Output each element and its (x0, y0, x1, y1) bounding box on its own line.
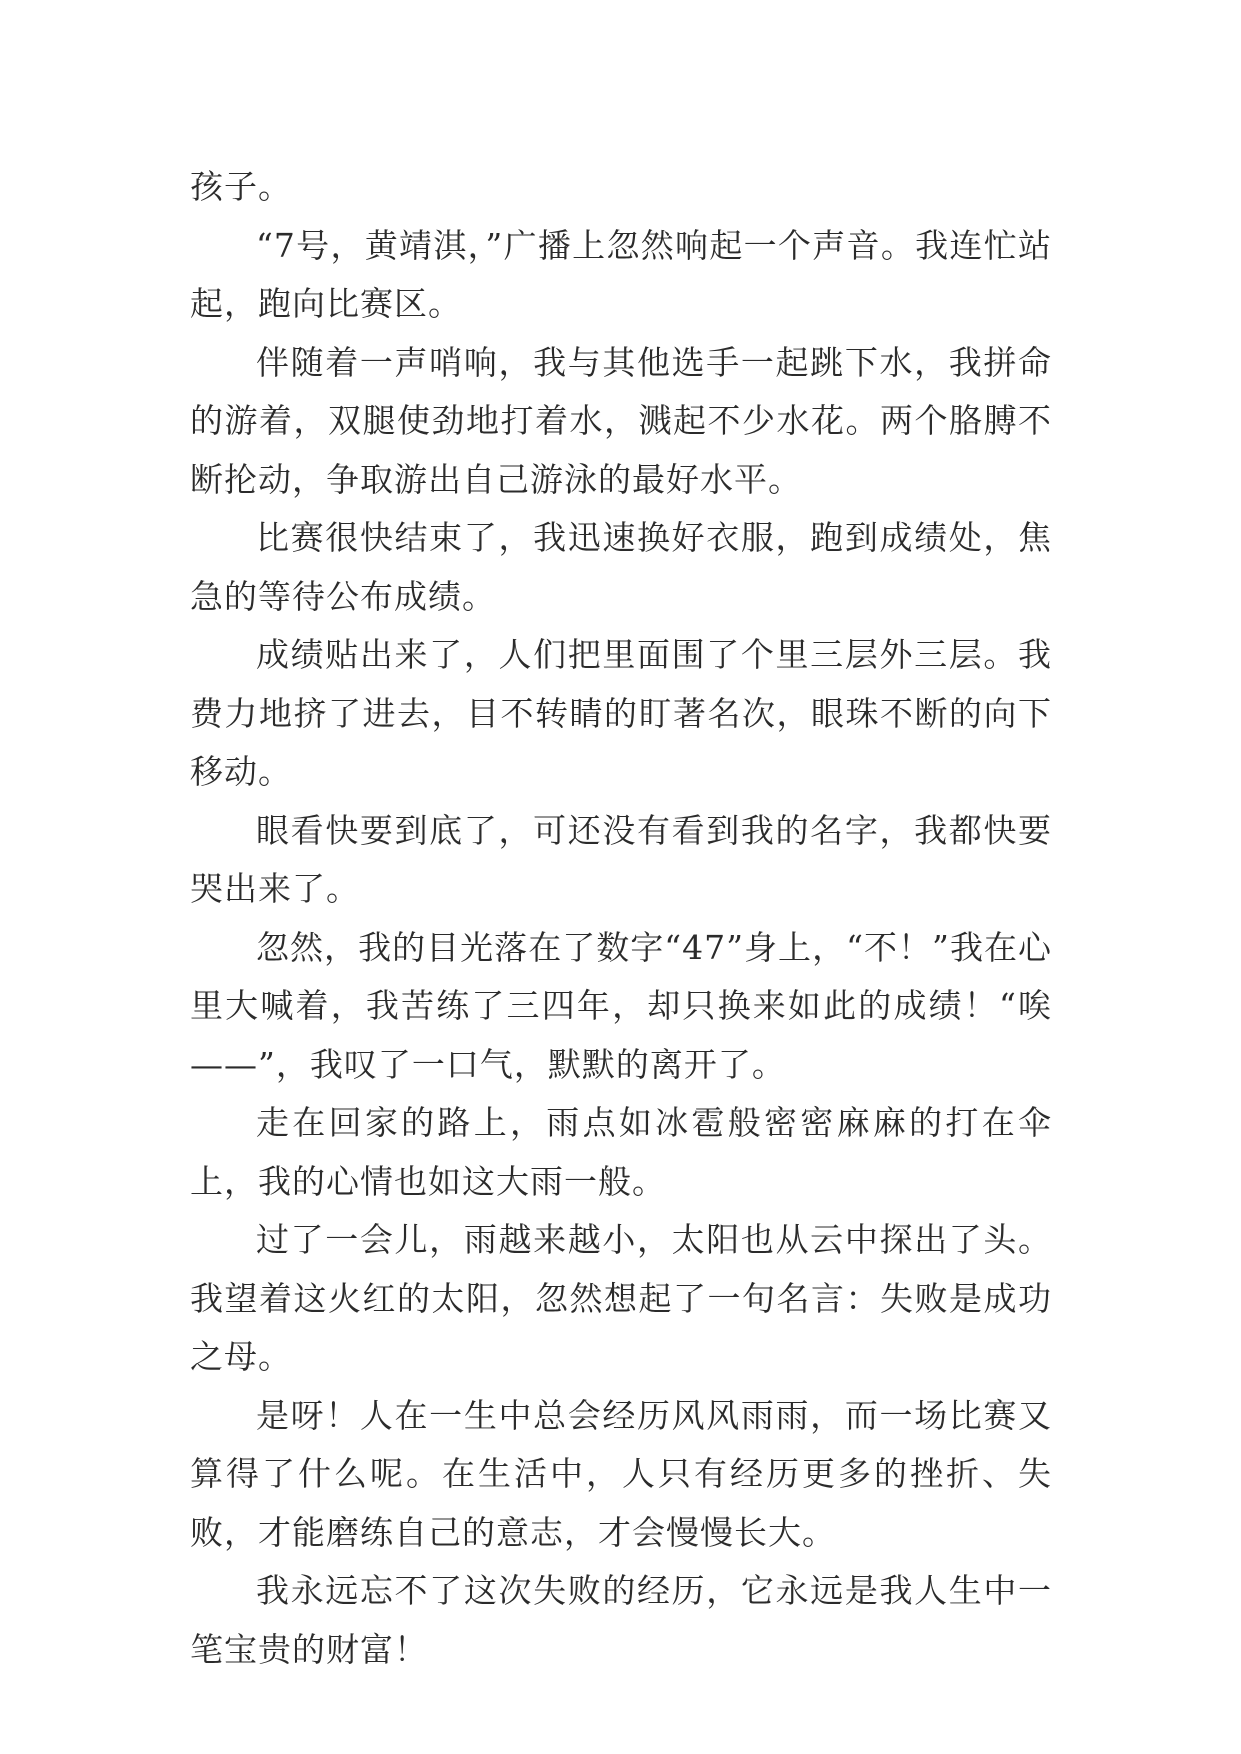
paragraph: 忽然，我的目光落在了数字“47”身上，“不！”我在心里大喊着，我苦练了三四年，却只换来如此的成绩！“唉——”，我叹了一口气，默默的离开了。 (190, 927, 1052, 1084)
paragraph: “7号，黄靖淇，”广播上忽然响起一个声音。我连忙站起，跑向比赛区。 (190, 225, 1052, 323)
document-body (190, 158, 1052, 1679)
paragraph: 眼看快要到底了，可还没有看到我的名字，我都快要哭出来了。 (190, 810, 1052, 908)
paragraph: 比赛很快结束了，我迅速换好衣服，跑到成绩处，焦急的等待公布成绩。 (190, 518, 1052, 616)
paragraph: 孩子。 (190, 167, 292, 206)
paragraph: 成绩贴出来了，人们把里面围了个里三层外三层。我费力地挤了进去，目不转睛的盯著名次，眼珠不断的向下移动。 (190, 635, 1052, 791)
paragraph: 走在回家的路上，雨点如冰雹般密密麻麻的打在伞上，我的心情也如这大雨一般。 (190, 1103, 1052, 1201)
paragraph: 是呀！人在一生中总会经历风风雨雨，而一场比赛又算得了什么呢。在生活中，人只有经历更多的挫折、失败，才能磨练自己的意志，才会慢慢长大。 (190, 1395, 1052, 1552)
paragraph: 伴随着一声哨响，我与其他选手一起跳下水，我拼命的游着，双腿使劲地打着水，溅起不少水花。两个胳膊不断抡动，争取游出自己游泳的最好水平。 (190, 342, 1052, 499)
paragraph: 过了一会儿，雨越来越小，太阳也从云中探出了头。我望着这火红的太阳，忽然想起了一句名言：失败是成功之母。 (190, 1220, 1052, 1376)
paragraph: 我永远忘不了这次失败的经历，它永远是我人生中一笔宝贵的财富！ (190, 1571, 1052, 1669)
